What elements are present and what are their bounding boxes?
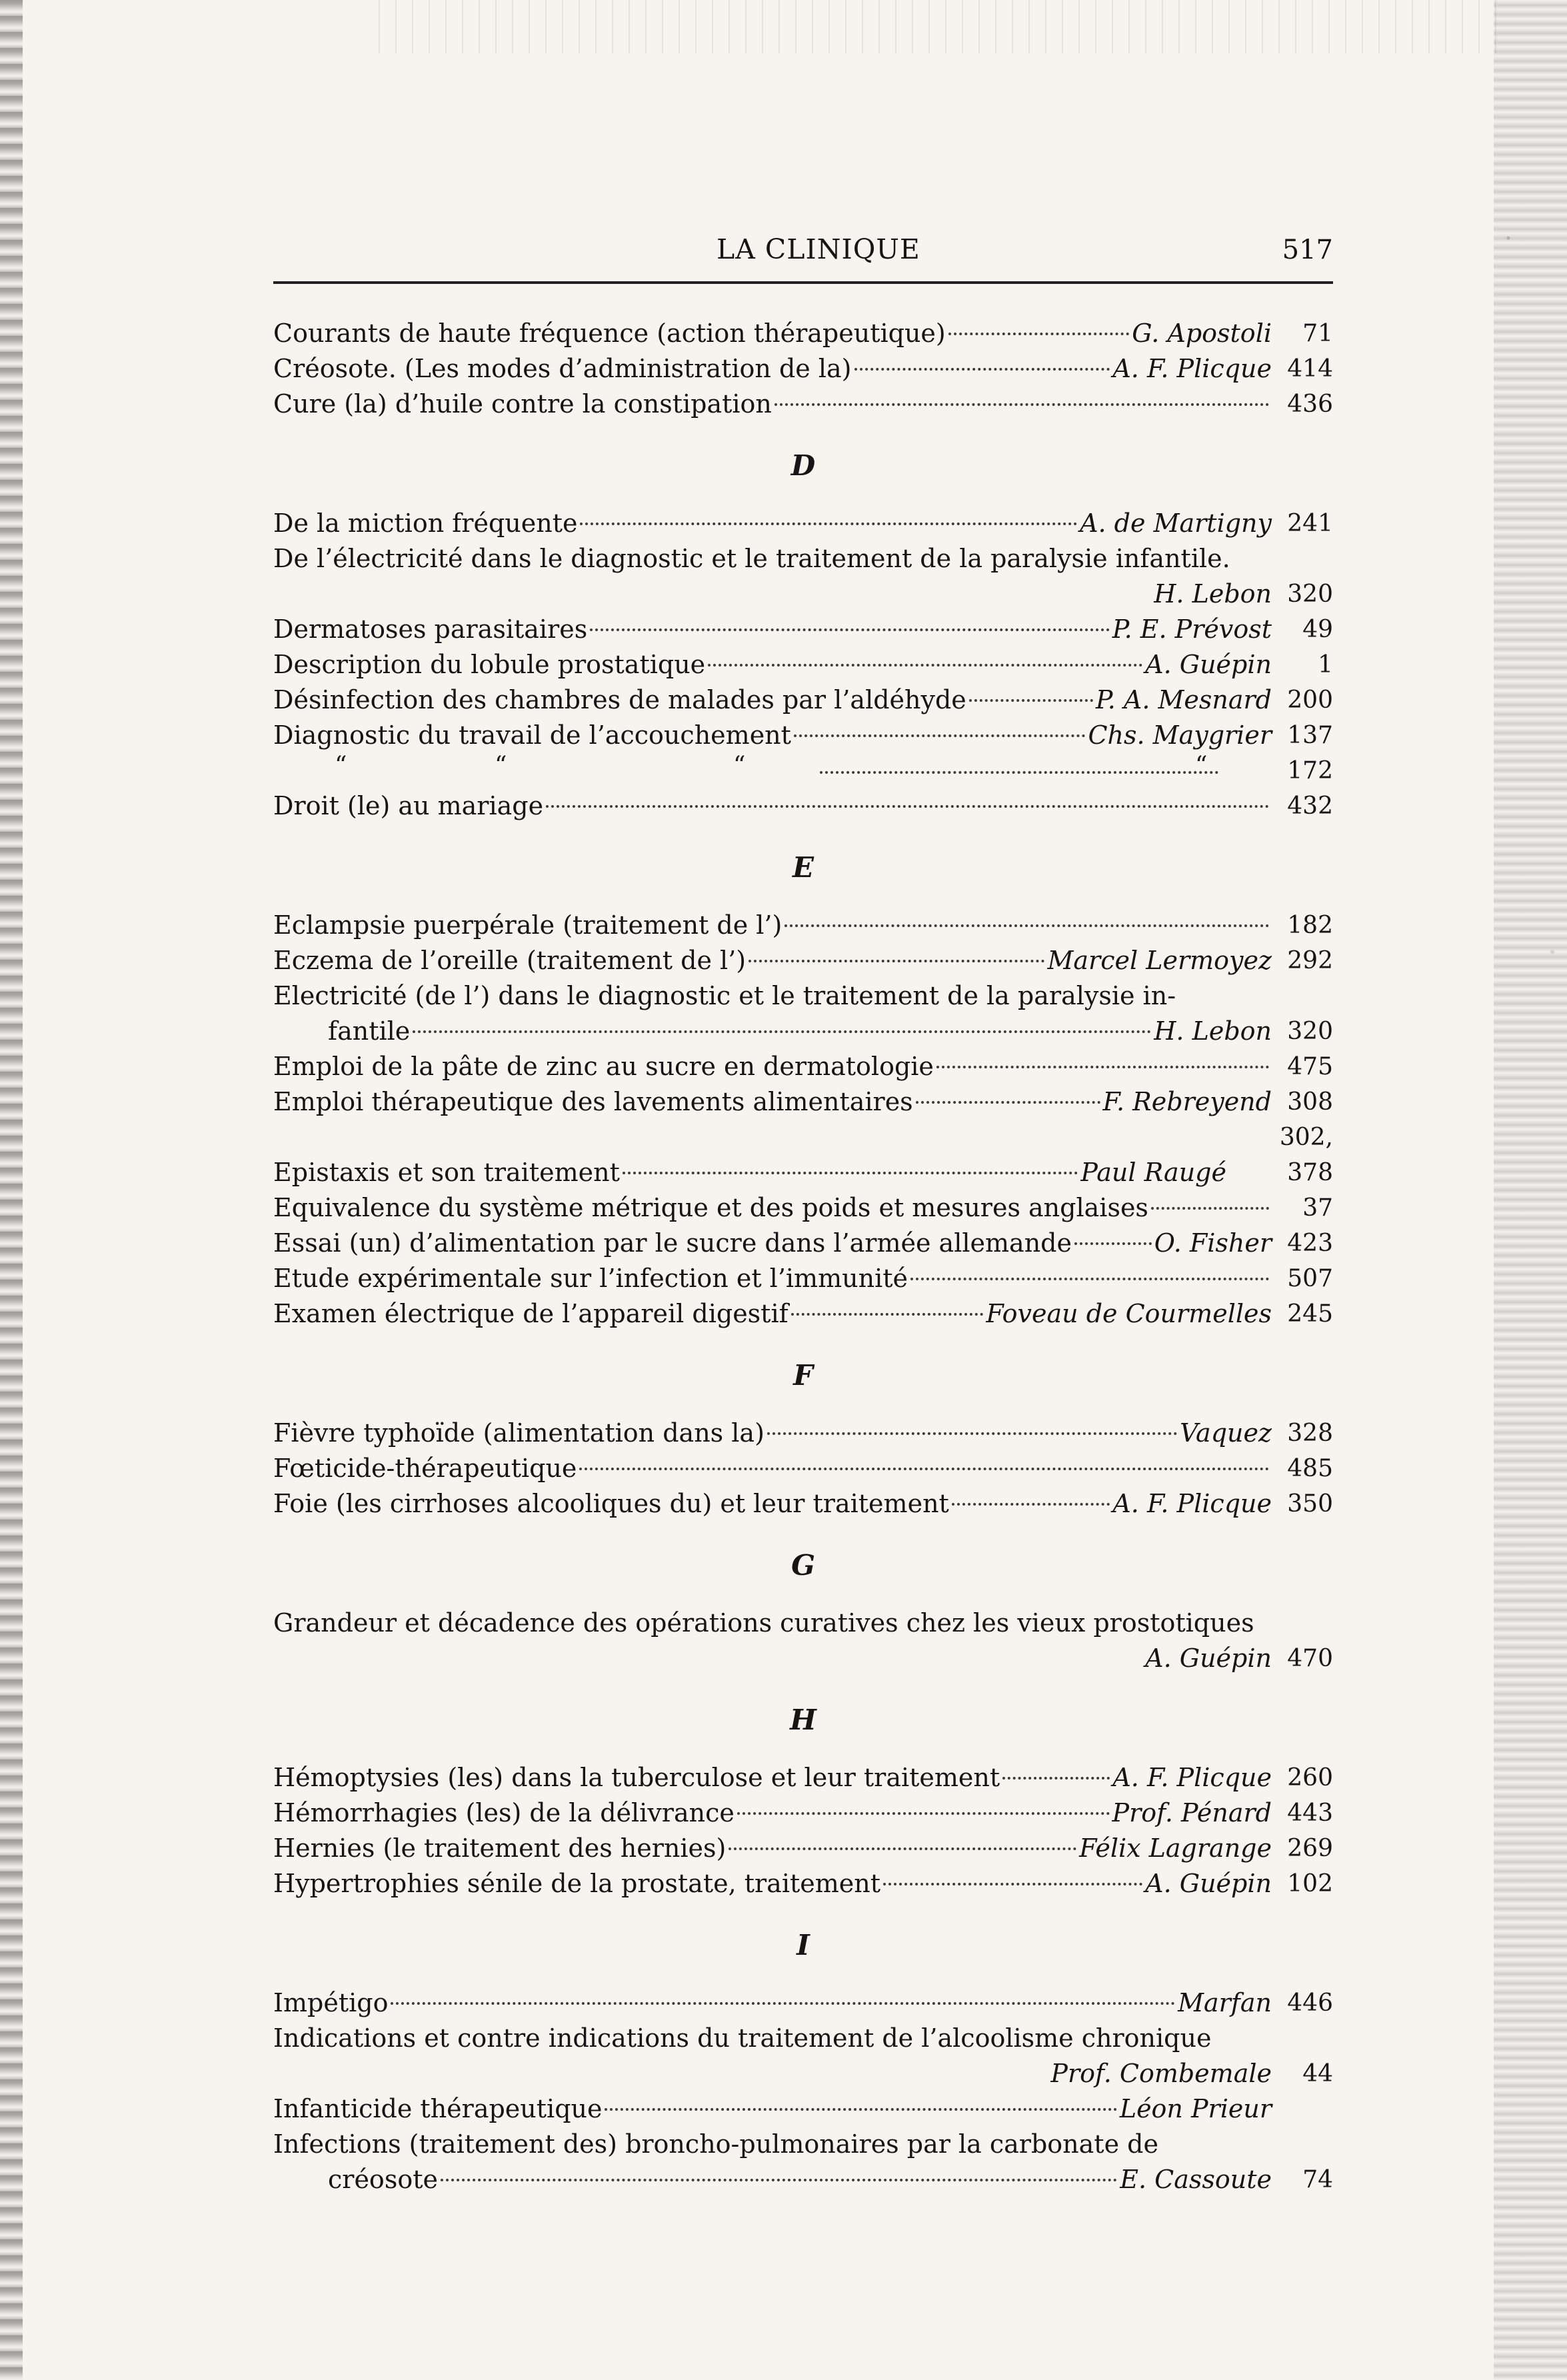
section-letter-d: D xyxy=(790,449,816,482)
entry-title-line-1: Electricité (de l’) dans le diagnostic et le traitement de la paralysie in- xyxy=(273,981,1176,1010)
index-entry-f2 xyxy=(273,1451,1333,1486)
entry-page-number: 182 xyxy=(1287,912,1333,939)
entry-page-number: 485 xyxy=(1287,1455,1333,1482)
index-entry-c3 xyxy=(273,387,1333,422)
entry-title: Hypertrophies sénile de la prostate, traitement xyxy=(273,1869,881,1898)
entry-page-number: 137 xyxy=(1287,722,1333,749)
entry-title: Infanticide thérapeutique xyxy=(273,2094,603,2123)
page-number: 517 xyxy=(1282,235,1333,265)
entry-page-number: 320 xyxy=(1287,581,1333,608)
dot-leader xyxy=(767,1432,1177,1435)
index-entry-e9 xyxy=(273,1261,1333,1296)
index-entry-e4 xyxy=(273,1049,1333,1084)
entry-author-line xyxy=(273,2056,1272,2091)
dot-leader xyxy=(413,1030,1151,1033)
entry-main xyxy=(273,2021,1272,2091)
dot-leader xyxy=(605,2108,1116,2111)
entry-title: Hémorrhagies (les) de la délivrance xyxy=(273,1798,735,1827)
entry-author: H. Lebon xyxy=(1154,1016,1272,1046)
entry-title: Epistaxis et son traitement xyxy=(273,1158,620,1187)
dot-leader xyxy=(1002,1777,1110,1780)
entry-main xyxy=(273,1606,1272,1676)
entry-page-number: 423 xyxy=(1287,1230,1333,1257)
page-title: LA CLINIQUE xyxy=(717,233,920,265)
entry-main xyxy=(273,1486,1272,1522)
index-entry-h4 xyxy=(273,1866,1333,1901)
entry-main xyxy=(273,1226,1272,1261)
dot-leader xyxy=(883,1883,1142,1885)
entry-author: E. Cassoute xyxy=(1120,2165,1272,2194)
entry-title: Emploi thérapeutique des lavements alimentaires xyxy=(273,1087,913,1116)
entry-page-number: 102 xyxy=(1287,1870,1333,1897)
entry-page-number: 320 xyxy=(1287,1018,1333,1045)
entry-page-number: 1 xyxy=(1318,651,1333,678)
dot-leader xyxy=(820,771,1218,774)
entry-author-line xyxy=(273,577,1272,612)
entry-page-number: 446 xyxy=(1287,1989,1333,2017)
entry-author: G. Apostoli xyxy=(1132,319,1272,348)
dot-leader xyxy=(546,805,1269,808)
top-edge-noise xyxy=(373,0,1506,53)
entry-title: Essai (un) d’alimentation par le sucre dans l’armée allemande xyxy=(273,1228,1072,1258)
entry-author: A. Guépin xyxy=(1145,650,1272,679)
section-letter-h: H xyxy=(790,1704,816,1736)
dot-leader xyxy=(910,1278,1269,1280)
entry-author: Léon Prieur xyxy=(1119,2094,1272,2123)
index-entry-h1 xyxy=(273,1760,1333,1795)
entry-main xyxy=(273,908,1272,943)
entry-main xyxy=(273,943,1272,978)
entry-page-number: 200 xyxy=(1287,686,1333,714)
dot-leader xyxy=(952,1503,1110,1506)
index-entry-e8 xyxy=(273,1226,1333,1261)
index-entry-i4 xyxy=(273,2127,1333,2197)
entry-title-continuation: créosote xyxy=(328,2165,438,2194)
entry-main xyxy=(273,978,1272,1049)
dot-leader xyxy=(784,924,1269,927)
index-entry-i3 xyxy=(273,2091,1333,2127)
entry-author: A. F. Plicque xyxy=(1112,354,1272,383)
entry-main xyxy=(273,541,1272,612)
index-entry-h3 xyxy=(273,1831,1333,1866)
entry-author: Félix Lagrange xyxy=(1079,1833,1272,1863)
entry-author: Marfan xyxy=(1178,1988,1272,2017)
entry-title: Courants de haute fréquence (action thérapeutique) xyxy=(273,319,946,348)
entry-title: Droit (le) au mariage xyxy=(273,791,544,820)
entry-title: Emploi de la pâte de zinc au sucre en dermatologie xyxy=(273,1052,934,1081)
entry-main xyxy=(273,1261,1272,1296)
entry-page-number: 507 xyxy=(1287,1265,1333,1292)
index-entry-d2 xyxy=(273,541,1333,612)
entry-page-number: 308 xyxy=(1287,1088,1333,1116)
index-entry-e6 xyxy=(273,1120,1333,1190)
index-entry-e7 xyxy=(273,1190,1333,1226)
entry-page-number: 443 xyxy=(1287,1799,1333,1827)
entry-page-number: 475 xyxy=(1287,1053,1333,1080)
entry-author: F. Rebreyend xyxy=(1102,1087,1272,1116)
entry-page-number: 172 xyxy=(1287,757,1333,784)
entry-title-line-1: De l’électricité dans le diagnostic et le traitement de la paralysie infantile. xyxy=(273,544,1230,573)
entry-title: Hernies (le traitement des hernies) xyxy=(273,1833,727,1863)
dot-leader xyxy=(737,1812,1110,1815)
dot-leader xyxy=(749,960,1044,962)
entry-author: Prof. Pénard xyxy=(1112,1798,1272,1827)
dot-leader xyxy=(590,628,1110,631)
entry-title: Examen électrique de l’appareil digestif xyxy=(273,1299,788,1328)
entry-author: A. F. Plicque xyxy=(1112,1763,1272,1792)
entry-author: Paul Raugé xyxy=(1080,1158,1226,1187)
dot-leader xyxy=(708,664,1142,666)
entry-main xyxy=(273,1795,1272,1831)
entry-title: De la miction fréquente xyxy=(273,509,578,538)
entry-main xyxy=(273,506,1272,541)
dot-leader xyxy=(580,523,1077,525)
entry-author: A. Guépin xyxy=(1145,1869,1272,1898)
entry-title-line-1: Infections (traitement des) broncho-pulmonaires par la carbonate de xyxy=(273,2129,1158,2159)
dot-leader xyxy=(579,1468,1269,1470)
entry-main xyxy=(273,1084,1272,1120)
entry-title: Equivalence du système métrique et des poids et mesures anglaises xyxy=(273,1193,1148,1222)
index-entry-d1 xyxy=(273,506,1333,541)
index-entry-i1 xyxy=(273,1985,1333,2021)
entry-title-line-2 xyxy=(273,2162,1272,2197)
entry-main xyxy=(273,1190,1272,1226)
entry-main xyxy=(273,1866,1272,1901)
entry-author-line xyxy=(273,1641,1272,1676)
entry-title: Dermatoses parasitaires xyxy=(273,614,588,644)
dot-leader xyxy=(441,2179,1117,2181)
entry-title-line-2 xyxy=(273,1014,1272,1049)
entry-author: A. Guépin xyxy=(1145,1644,1272,1673)
entry-main xyxy=(273,1831,1272,1866)
index-entry-d6 xyxy=(273,718,1333,753)
index-entry-e5 xyxy=(273,1084,1333,1120)
index-entry-f1 xyxy=(273,1416,1333,1451)
index-entry-e2 xyxy=(273,943,1333,978)
entry-page-number: 432 xyxy=(1287,792,1333,820)
entry-main xyxy=(273,682,1272,718)
entry-main xyxy=(273,612,1272,647)
entry-page-number: 37 xyxy=(1302,1194,1333,1222)
ditto-mark: “ xyxy=(1195,752,1208,779)
entry-main xyxy=(273,1155,1226,1190)
entry-page-number: 241 xyxy=(1287,510,1333,537)
index-entry-c2 xyxy=(273,351,1333,387)
entry-title: Impétigo xyxy=(273,1988,389,2017)
entry-title: Fièvre typhoïde (alimentation dans la) xyxy=(273,1418,765,1448)
dot-leader xyxy=(391,2002,1175,2005)
entry-author: A. de Martigny xyxy=(1080,509,1272,538)
entry-page-number: 328 xyxy=(1287,1420,1333,1447)
index-entry-i2 xyxy=(273,2021,1333,2091)
ditto-mark: “ xyxy=(733,752,746,779)
right-edge-noise xyxy=(1494,0,1567,2380)
entry-page-number: 302, 378 xyxy=(1279,1124,1333,1186)
entry-page-number: 49 xyxy=(1302,616,1333,643)
entry-page-number: 71 xyxy=(1302,320,1333,347)
entry-main xyxy=(273,2127,1272,2197)
entry-main xyxy=(273,1985,1272,2021)
index-entry-f3 xyxy=(273,1486,1333,1522)
entry-title: Description du lobule prostatique xyxy=(273,650,706,679)
entry-main xyxy=(273,788,1272,824)
entry-page-number: 260 xyxy=(1287,1764,1333,1791)
entry-author: Prof. Combemale xyxy=(1050,2059,1272,2088)
entry-main xyxy=(273,1296,1272,1332)
entry-main xyxy=(273,1416,1272,1451)
index-page xyxy=(273,233,1333,2197)
entry-author: P. E. Prévost xyxy=(1112,614,1272,644)
dot-leader xyxy=(729,1847,1076,1850)
dot-leader xyxy=(854,368,1110,371)
index-entry-g1 xyxy=(273,1606,1333,1676)
entry-title-line-1: Indications et contre indications du traitement de l’alcoolisme chronique xyxy=(273,2023,1212,2053)
index-entry-e1 xyxy=(273,908,1333,943)
entry-page-number: 269 xyxy=(1287,1835,1333,1862)
entry-page-number: 414 xyxy=(1287,355,1333,383)
entry-main xyxy=(273,718,1272,753)
entry-title: Créosote. (Les modes d’administration de la) xyxy=(273,354,852,383)
entry-author: Foveau de Courmelles xyxy=(986,1299,1272,1328)
index-entry-d8 xyxy=(273,788,1333,824)
entry-main xyxy=(273,316,1272,351)
section-letter-i: I xyxy=(796,1929,810,1961)
index-entry-d3 xyxy=(273,612,1333,647)
entry-title: Eclampsie puerpérale (traitement de l’) xyxy=(273,910,783,940)
entry-page-number: 44 xyxy=(1302,2060,1333,2087)
ditto-mark: “ xyxy=(495,752,507,779)
entry-main xyxy=(273,387,1272,422)
entry-title: Diagnostic du travail de l’accouchement xyxy=(273,720,791,750)
entry-page-number: 470 xyxy=(1287,1645,1333,1672)
section-letter-f: F xyxy=(793,1359,813,1392)
entry-author: O. Fisher xyxy=(1154,1228,1272,1258)
running-header xyxy=(273,233,1333,284)
entry-title: Hémoptysies (les) dans la tuberculose et leur traitement xyxy=(273,1763,1000,1792)
entry-title: Foie (les cirrhoses alcooliques du) et leur traitement xyxy=(273,1489,949,1518)
entry-author: H. Lebon xyxy=(1154,579,1272,608)
section-letter-g: G xyxy=(791,1549,815,1582)
entry-page-number: 292 xyxy=(1287,947,1333,974)
entry-title: Fœticide-thérapeutique xyxy=(273,1454,577,1483)
entry-page-number: 74 xyxy=(1302,2166,1333,2193)
index-entry-e10 xyxy=(273,1296,1333,1332)
entry-main xyxy=(273,351,1272,387)
dot-leader xyxy=(1074,1242,1152,1245)
dot-leader xyxy=(948,333,1130,335)
dot-leader xyxy=(623,1172,1078,1174)
entry-page-number: 245 xyxy=(1287,1300,1333,1328)
index-entry-h2 xyxy=(273,1795,1333,1831)
index-entry-d4 xyxy=(273,647,1333,682)
entry-page-number: 350 xyxy=(1287,1490,1333,1518)
index-entry-c1 xyxy=(273,316,1333,351)
dot-leader xyxy=(794,734,1086,737)
ditto-mark: “ xyxy=(335,752,347,779)
entry-page-number: 436 xyxy=(1287,391,1333,418)
entry-author: Marcel Lermoyez xyxy=(1047,946,1272,975)
entry-title-line-1: Grandeur et décadence des opérations curatives chez les vieux prostotiques xyxy=(273,1608,1254,1638)
entry-title-continuation: fantile xyxy=(328,1016,411,1046)
entry-main xyxy=(273,1451,1272,1486)
entry-main xyxy=(273,647,1272,682)
entry-title: Désinfection des chambres de malades par l’aldéhyde xyxy=(273,685,966,714)
dot-leader xyxy=(791,1313,984,1316)
entry-author: P. A. Mesnard xyxy=(1095,685,1272,714)
left-edge-noise xyxy=(0,0,23,2380)
entry-main xyxy=(273,1760,1272,1795)
entry-main xyxy=(273,2091,1272,2127)
index-entry-d7 xyxy=(273,753,1333,788)
dot-leader xyxy=(1151,1207,1269,1210)
ditto-marks xyxy=(273,753,1272,788)
dot-leader xyxy=(936,1066,1269,1068)
entry-main xyxy=(273,1049,1272,1084)
index-entry-d5 xyxy=(273,682,1333,718)
dot-leader xyxy=(775,403,1269,406)
entry-title: Eczema de l’oreille (traitement de l’) xyxy=(273,946,747,975)
entry-author: A. F. Plicque xyxy=(1112,1489,1272,1518)
dot-leader xyxy=(969,699,1093,702)
entry-title: Cure (la) d’huile contre la constipation xyxy=(273,389,772,419)
entry-title: Etude expérimentale sur l’infection et l’immunité xyxy=(273,1264,908,1293)
section-letter-e: E xyxy=(792,851,814,884)
index-entry-e3 xyxy=(273,978,1333,1049)
entry-author: Chs. Maygrier xyxy=(1088,720,1272,750)
entry-author: Vaquez xyxy=(1180,1418,1272,1448)
dot-leader xyxy=(916,1101,1100,1104)
